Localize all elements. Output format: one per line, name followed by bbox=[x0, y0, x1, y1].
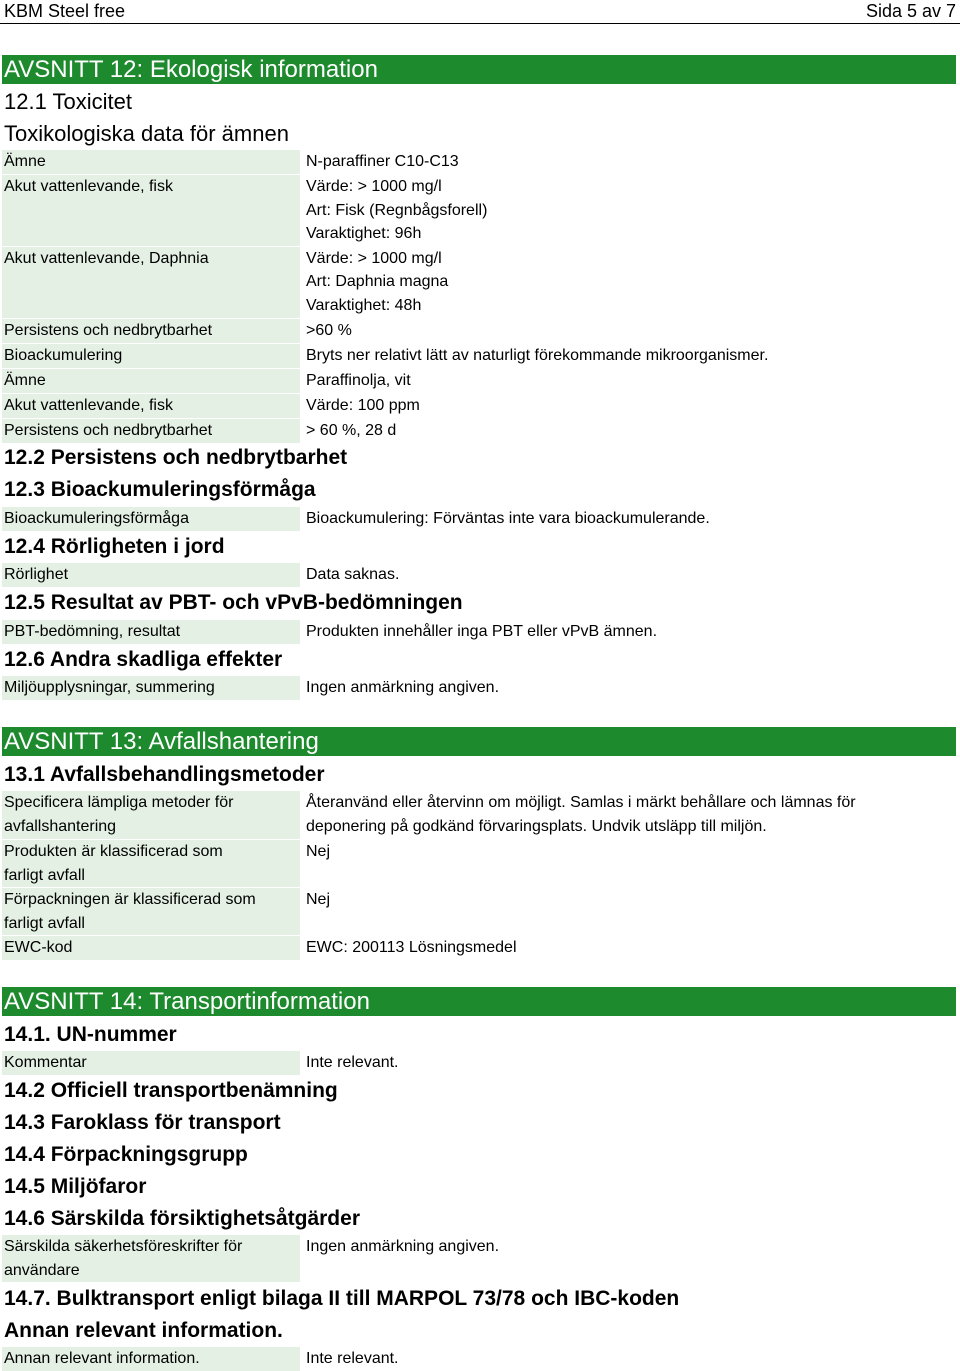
heading-14-1: 14.1. UN-nummer bbox=[4, 1023, 177, 1046]
row-label-ewc-code: EWC-kod bbox=[2, 936, 300, 960]
row-value-ewc-code: EWC: 200113 Lösningsmedel bbox=[306, 939, 517, 956]
row-value-bioaccumulative-potential: Bioackumulering: Förväntas inte vara bioackumulerande. bbox=[306, 510, 710, 527]
row-label-special-precautions bbox=[2, 1235, 300, 1282]
row-value-disposal-methods-line1: Återanvänd eller återvinn om möjligt. Samlas i märkt behållare och lämnas för bbox=[306, 794, 856, 811]
row-value-other-info: Inte relevant. bbox=[306, 1350, 399, 1367]
row-label-environment-summary: Miljöupplysningar, summering bbox=[2, 676, 300, 700]
heading-14-4: 14.4 Förpackningsgrupp bbox=[4, 1143, 248, 1166]
row-value-packaging-hazardous-waste: Nej bbox=[306, 891, 331, 908]
heading-14-5: 14.5 Miljöfaror bbox=[4, 1175, 147, 1198]
row-label-substance: Ämne bbox=[2, 150, 300, 174]
heading-14-3: 14.3 Faroklass för transport bbox=[4, 1111, 281, 1134]
row-label-acute-fish: Akut vattenlevande, fisk bbox=[2, 175, 300, 246]
header-divider bbox=[0, 23, 960, 24]
section-13-title: AVSNITT 13: Avfallshantering bbox=[2, 727, 956, 756]
row-label-bioaccumulative-potential: Bioackumuleringsförmåga bbox=[2, 507, 300, 531]
row-label-other-info: Annan relevant information. bbox=[2, 1347, 300, 1371]
row-label-product-hazardous-waste-line1: Produkten är klassificerad som bbox=[4, 843, 223, 860]
row-label-bioaccumulation: Bioackumulering bbox=[2, 344, 300, 368]
row-value-pbt: Produkten innehåller inga PBT eller vPvB ämnen. bbox=[306, 623, 658, 640]
row-label-packaging-hazardous-waste-line1: Förpackningen är klassificerad som bbox=[4, 891, 256, 908]
row-label-packaging-hazardous-waste bbox=[2, 888, 300, 935]
row-value-acute-fish-duration: Varaktighet: 96h bbox=[306, 225, 422, 242]
row-value-acute-fish-species: Art: Fisk (Regnbågsforell) bbox=[306, 202, 488, 219]
row-label-persistence: Persistens och nedbrytbarhet bbox=[2, 319, 300, 343]
row-label-substance-2: Ämne bbox=[2, 369, 300, 393]
heading-other-info: Annan relevant information. bbox=[4, 1319, 283, 1342]
row-value-persistence: >60 % bbox=[306, 322, 352, 339]
row-value-persistence-2: > 60 %, 28 d bbox=[306, 422, 397, 439]
row-label-persistence-2: Persistens och nedbrytbarhet bbox=[2, 419, 300, 443]
row-value-mobility: Data saknas. bbox=[306, 566, 400, 583]
heading-13-1: 13.1 Avfallsbehandlingsmetoder bbox=[4, 763, 325, 786]
row-label-disposal-methods-line1: Specificera lämpliga metoder för bbox=[4, 794, 234, 811]
section-12-title: AVSNITT 12: Ekologisk information bbox=[2, 55, 956, 84]
row-label-acute-fish-2: Akut vattenlevande, fisk bbox=[2, 394, 300, 418]
section-14-title: AVSNITT 14: Transportinformation bbox=[2, 987, 956, 1016]
row-value-acute-daphnia-duration: Varaktighet: 48h bbox=[306, 297, 422, 314]
heading-12-4: 12.4 Rörligheten i jord bbox=[4, 535, 225, 558]
row-value-disposal-methods-line2: deponering på godkänd förvaringsplats. Undvik utsläpp till miljön. bbox=[306, 818, 767, 835]
row-value-bioaccumulation: Bryts ner relativt lätt av naturligt förekommande mikroorganismer. bbox=[306, 347, 769, 364]
heading-12-3: 12.3 Bioackumuleringsförmåga bbox=[4, 478, 316, 501]
row-label-disposal-methods bbox=[2, 791, 300, 839]
document-product-name: KBM Steel free bbox=[4, 1, 126, 21]
row-value-product-hazardous-waste: Nej bbox=[306, 843, 331, 860]
row-value-acute-fish-2: Värde: 100 ppm bbox=[306, 397, 420, 414]
row-label-comment: Kommentar bbox=[2, 1051, 300, 1075]
row-label-mobility: Rörlighet bbox=[2, 563, 300, 587]
row-label-acute-daphnia: Akut vattenlevande, Daphnia bbox=[2, 247, 300, 318]
row-value-substance-2: Paraffinolja, vit bbox=[306, 372, 411, 389]
page-number: Sida 5 av 7 bbox=[865, 1, 956, 21]
row-value-comment: Inte relevant. bbox=[306, 1054, 399, 1071]
row-label-packaging-hazardous-waste-line2: farligt avfall bbox=[4, 915, 85, 932]
heading-14-2: 14.2 Officiell transportbenämning bbox=[4, 1079, 338, 1102]
row-label-product-hazardous-waste-line2: farligt avfall bbox=[4, 867, 85, 884]
row-label-product-hazardous-waste bbox=[2, 840, 300, 887]
heading-12-1: 12.1 Toxicitet bbox=[4, 89, 133, 114]
heading-14-6: 14.6 Särskilda försiktighetsåtgärder bbox=[4, 1207, 360, 1230]
row-value-acute-daphnia-value: Värde: > 1000 mg/l bbox=[306, 250, 442, 267]
row-value-acute-fish-value: Värde: > 1000 mg/l bbox=[306, 178, 442, 195]
heading-toxicology-data: Toxikologiska data för ämnen bbox=[4, 121, 289, 146]
heading-12-2: 12.2 Persistens och nedbrytbarhet bbox=[4, 446, 348, 469]
row-value-substance: N-paraffiner C10-C13 bbox=[306, 153, 459, 170]
row-value-acute-daphnia-species: Art: Daphnia magna bbox=[306, 273, 449, 290]
row-label-special-precautions-line1: Särskilda säkerhetsföreskrifter för bbox=[4, 1238, 243, 1255]
row-label-disposal-methods-line2: avfallshantering bbox=[4, 818, 117, 835]
heading-14-7: 14.7. Bulktransport enligt bilaga II till MARPOL 73/78 och IBC-koden bbox=[4, 1287, 680, 1310]
row-label-pbt: PBT-bedömning, resultat bbox=[2, 620, 300, 644]
row-value-environment-summary: Ingen anmärkning angiven. bbox=[306, 679, 500, 696]
row-value-special-precautions: Ingen anmärkning angiven. bbox=[306, 1238, 500, 1255]
heading-12-5: 12.5 Resultat av PBT- och vPvB-bedömningen bbox=[4, 591, 463, 614]
heading-12-6: 12.6 Andra skadliga effekter bbox=[4, 648, 283, 671]
row-label-special-precautions-line2: användare bbox=[4, 1262, 80, 1279]
